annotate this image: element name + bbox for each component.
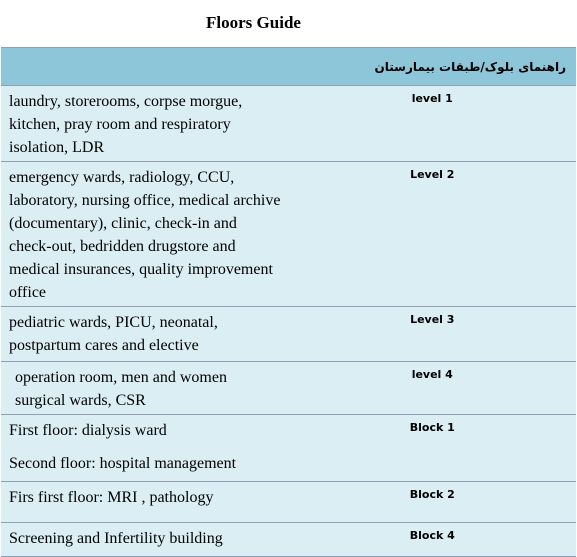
table-row xyxy=(1,415,576,482)
row-description-secondary: Second floor: hospital management xyxy=(9,455,237,472)
row-level: Block 2 xyxy=(409,488,455,501)
table-row xyxy=(1,307,576,362)
row-description: Firs first floor: MRI , pathology xyxy=(9,489,214,506)
row-level: Level 3 xyxy=(410,313,455,326)
table-row xyxy=(1,86,576,162)
row-level: level 1 xyxy=(411,92,453,105)
row-level: Level 2 xyxy=(410,168,455,181)
floors-table xyxy=(1,47,576,557)
row-level: level 4 xyxy=(411,368,453,381)
row-level: Block 1 xyxy=(409,421,455,434)
page-title: Floors Guide xyxy=(206,13,301,32)
row-description: emergency wards, radiology, CCU, laboratory, nursing office, medical archive (documentary), clinic, check-in and check-out, bedridden drugstore and medical insurances, quality improvement office xyxy=(9,169,281,301)
row-description: First floor: dialysis ward xyxy=(9,422,167,439)
row-description: laundry, storerooms, corpse morgue, kitchen, pray room and respiratory isolation, LDR xyxy=(9,93,243,156)
table-row xyxy=(1,362,576,415)
table-header: راهنمای بلوک/طبقات بیمارستان xyxy=(1,48,576,86)
row-description: pediatric wards, PICU, neonatal, postpartum cares and elective xyxy=(9,314,218,354)
table-header-row xyxy=(1,48,576,86)
table-row xyxy=(1,162,576,307)
table-row xyxy=(1,482,576,523)
row-description: Screening and Infertility building xyxy=(9,530,223,547)
row-level: Block 4 xyxy=(409,529,455,542)
table-row xyxy=(1,523,576,557)
row-description: operation room, men and women surgical wards, CSR xyxy=(15,369,227,409)
